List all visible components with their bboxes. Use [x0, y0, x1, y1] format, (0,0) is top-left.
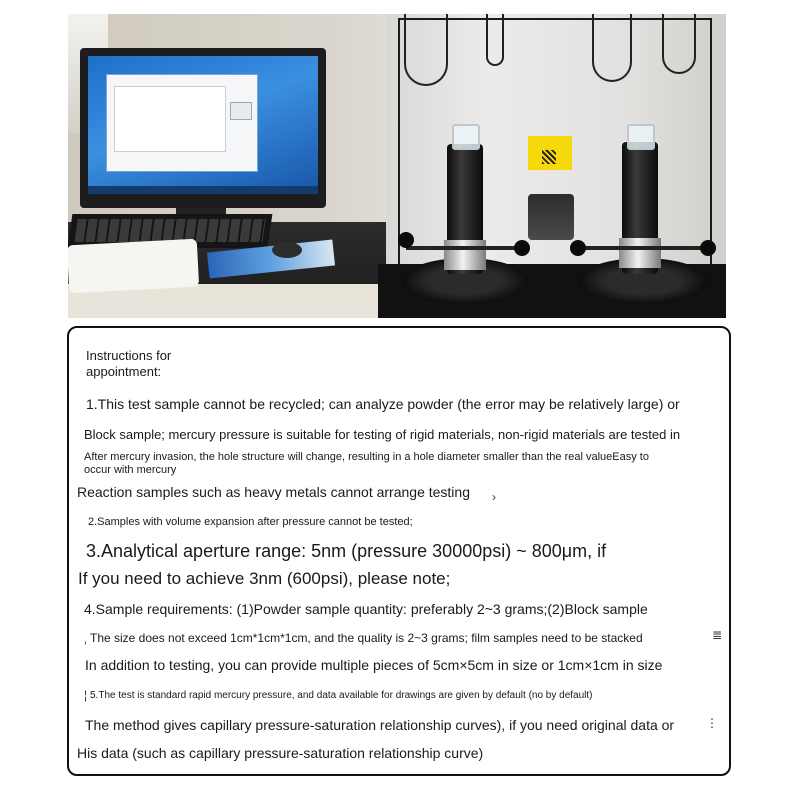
photo-software-plot — [114, 86, 226, 152]
instruction-line-2: Block sample; mercury pressure is suitable for testing of rigid materials, non-rigid materials are tested in — [84, 427, 681, 442]
instruction-line-10: The size does not exceed 1cm*1cm*1cm, and the quality is 2~3 grams; film samples need to be stacked — [90, 631, 643, 645]
instruction-line-3: After mercury invasion, the hole structure will change, resulting in a hole diameter smaller than the real valueEasy to — [84, 451, 649, 463]
stray-mark: ≣ — [712, 628, 723, 642]
instruction-line-13: The method gives capillary pressure-saturation relationship curves), if you need original data or — [85, 717, 675, 733]
photo-knob — [398, 232, 414, 248]
stray-mark: › — [492, 490, 496, 504]
photo-software-panel — [230, 102, 252, 120]
photo-chrome-ring-left — [444, 240, 486, 270]
photo-mouse — [272, 242, 302, 258]
instruction-line-7: 3.Analytical aperture range: 5nm (pressure 30000psi) ~ 800μm, if — [86, 541, 607, 561]
photo-papers — [68, 239, 199, 294]
instruction-line-11: In addition to testing, you can provide multiple pieces of 5cm×5cm in size or 1cm×1cm in size — [85, 657, 663, 673]
instruction-line-6: 2.Samples with volume expansion after pressure cannot be tested; — [88, 516, 413, 528]
instruction-line-1: 1.This test sample cannot be recycled; can analyze powder (the error may be relatively large) or — [86, 396, 680, 412]
photo-chrome-ring-right — [619, 238, 661, 268]
photo-taskbar — [88, 186, 318, 194]
photo-penetrometer-left — [452, 124, 480, 150]
photo-knob — [514, 240, 530, 256]
photo-handle-arm-right — [574, 246, 714, 250]
instructions-heading-line1: Instructions for — [86, 348, 172, 363]
photo-penetrometer-right — [627, 124, 655, 150]
photo-handle-arm-left — [406, 246, 526, 250]
photo-cable — [592, 14, 632, 82]
instruction-line-9: 4.Sample requirements: (1)Powder sample quantity: preferably 2~3 grams;(2)Block sample — [84, 601, 648, 617]
stray-mark: ⋮ — [706, 716, 718, 730]
instruction-line-14: His data (such as capillary pressure-saturation relationship curve) — [77, 745, 484, 761]
photo-cable — [486, 14, 504, 66]
stray-mark: ‚ — [84, 632, 87, 646]
photo-cable — [662, 14, 696, 74]
instructions-heading-line2: appointment: — [86, 364, 162, 379]
photo-center-unit — [528, 194, 574, 240]
instruction-line-12: 5.The test is standard rapid mercury pressure, and data available for drawings are given by default (no by default) — [90, 690, 593, 701]
photo-warning-sticker — [528, 136, 572, 170]
instruction-line-4: occur with mercury — [84, 464, 177, 476]
instruction-line-8: If you need to achieve 3nm (600psi), please note; — [78, 569, 451, 588]
photo-knob — [700, 240, 716, 256]
photo-cable — [404, 14, 448, 86]
photo-knob — [570, 240, 586, 256]
stray-mark: ¦ — [84, 688, 88, 702]
instrument-photo — [68, 14, 726, 318]
instruction-line-5: Reaction samples such as heavy metals cannot arrange testing — [77, 484, 470, 500]
